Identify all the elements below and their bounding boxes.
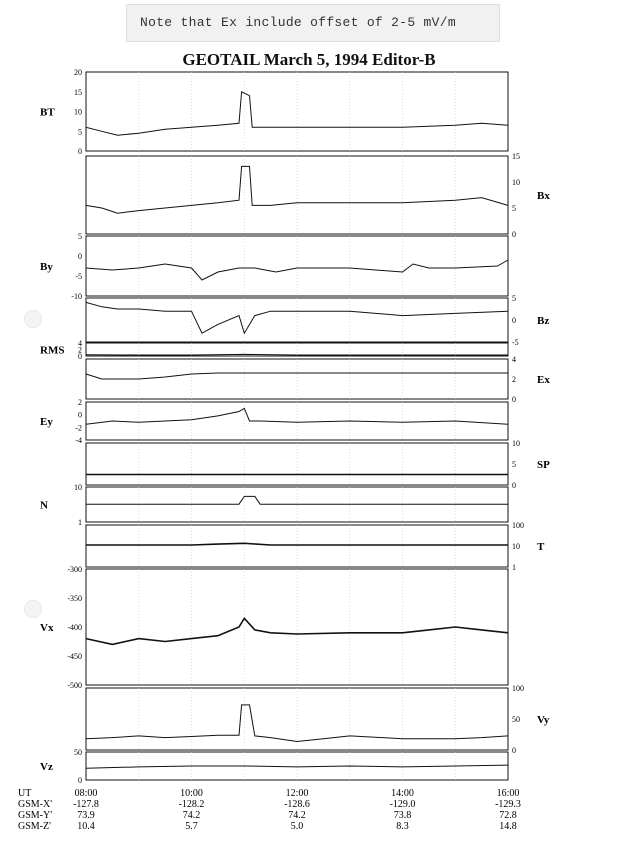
orbit-cell: -129.3 xyxy=(495,799,521,810)
panel-label-by: By xyxy=(40,261,53,273)
panel-label-bz: Bz xyxy=(537,315,550,327)
tick-label-vz: 50 xyxy=(74,748,82,757)
panel-label-vx: Vx xyxy=(40,622,54,634)
tick-label-by: -10 xyxy=(71,292,82,301)
panel-label-bt: BT xyxy=(40,106,55,119)
tick-label-bx: 5 xyxy=(512,204,516,213)
tick-label-t: 10 xyxy=(512,542,520,551)
tick-label-rms: 4 xyxy=(78,339,82,348)
panel-label-rms: RMS xyxy=(40,344,65,357)
orbit-cell: 74.2 xyxy=(182,810,201,821)
tick-label-ex: 2 xyxy=(512,375,516,384)
tick-label-bt: 20 xyxy=(74,68,82,77)
series-line-vx xyxy=(86,618,508,644)
tick-label-by: 5 xyxy=(78,232,82,241)
orbit-cell: -128.2 xyxy=(178,799,205,810)
tick-label-by: -5 xyxy=(75,272,82,281)
tick-label-bz: 5 xyxy=(512,294,516,303)
orbit-header-cell: 14:00 xyxy=(391,788,414,799)
orbit-header-cell: 12:00 xyxy=(285,788,309,799)
panel-label-n: N xyxy=(40,499,48,512)
panel-label-sp: SP xyxy=(537,459,550,471)
tick-label-bt: 10 xyxy=(74,107,82,117)
panel-label-bx: Bx xyxy=(537,190,550,202)
binder-hole-bottom xyxy=(24,600,42,618)
panel-label-ex: Ex xyxy=(537,374,550,386)
tick-label-bt: 15 xyxy=(74,87,82,97)
orbit-cell: 73.9 xyxy=(77,810,95,821)
tick-label-vy: 50 xyxy=(512,715,520,724)
series-line-bt xyxy=(86,92,508,135)
chart-title: GEOTAIL March 5, 1994 Editor-B xyxy=(182,50,436,69)
tick-label-vx: -300 xyxy=(67,565,82,574)
binder-hole-top xyxy=(24,310,42,328)
tick-label-by: 0 xyxy=(78,252,82,261)
tick-label-vx: -350 xyxy=(67,594,82,603)
tick-label-vy: 0 xyxy=(512,746,516,755)
orbit-cell: -128.6 xyxy=(284,799,310,810)
tick-label-vx: -450 xyxy=(67,652,82,661)
orbit-cell: 74.2 xyxy=(288,810,306,821)
tick-label-t: 100 xyxy=(512,521,524,530)
tick-label-rms: 2 xyxy=(78,345,82,355)
series-line-ey xyxy=(86,408,508,424)
tick-label-bz: -5 xyxy=(512,338,519,347)
tick-label-bx: 15 xyxy=(512,152,520,161)
series-line-rms xyxy=(86,354,508,355)
orbit-header-cell: 10:00 xyxy=(180,788,203,799)
tick-label-rms: 0 xyxy=(78,352,82,361)
orbit-header-cell: 08:00 xyxy=(74,788,98,799)
tick-label-bt: 0 xyxy=(78,147,82,156)
panel-label-ey: Ey xyxy=(40,416,53,428)
orbit-cell: 8.3 xyxy=(396,821,409,832)
tick-label-n: 10 xyxy=(74,483,82,492)
orbit-header-cell: 16:00 xyxy=(496,788,520,799)
tick-label-vx: -500 xyxy=(67,681,82,690)
tick-label-vx: -400 xyxy=(67,623,82,632)
orbit-cell: GSM-Y' xyxy=(18,810,53,821)
orbit-cell: GSM-Z' xyxy=(18,821,51,832)
orbit-cell: 10.4 xyxy=(77,821,95,832)
orbit-cell: -129.0 xyxy=(389,799,416,810)
orbit-cell: 73.8 xyxy=(393,810,412,821)
tick-label-bx: 10 xyxy=(512,178,520,187)
series-line-ex xyxy=(86,373,508,379)
orbit-cell: 72.8 xyxy=(499,810,517,821)
tick-label-sp: 10 xyxy=(512,439,520,448)
offset-note-text: Note that Ex include offset of 2-5 mV/m xyxy=(140,15,456,30)
orbit-header-cell: UT xyxy=(18,788,32,799)
tick-label-t: 1 xyxy=(512,563,516,572)
tick-label-ey: 2 xyxy=(78,398,82,407)
orbit-cell: GSM-X' xyxy=(18,799,53,810)
tick-label-ex: 0 xyxy=(512,395,516,404)
tick-label-bt: 5 xyxy=(78,127,82,137)
tick-label-ex: 4 xyxy=(512,355,516,364)
tick-label-n: 1 xyxy=(78,518,82,527)
orbit-cell: 5.7 xyxy=(185,821,198,832)
tick-label-bz: 0 xyxy=(512,316,516,325)
tick-label-ey: -4 xyxy=(75,436,82,445)
series-line-n xyxy=(86,496,508,504)
panel-label-t: T xyxy=(537,541,545,553)
tick-label-sp: 0 xyxy=(512,481,516,490)
orbit-cell: -127.8 xyxy=(73,799,99,810)
tick-label-vy: 100 xyxy=(512,684,524,693)
orbit-cell: 5.0 xyxy=(290,821,304,832)
tick-label-sp: 5 xyxy=(512,460,516,469)
tick-label-ey: -2 xyxy=(75,423,82,433)
tick-label-bx: 0 xyxy=(512,230,516,239)
tick-label-ey: 0 xyxy=(78,410,82,420)
panel-label-vz: Vz xyxy=(40,761,53,773)
orbit-cell: 14.8 xyxy=(499,821,517,832)
panel-label-vy: Vy xyxy=(537,714,550,726)
tick-label-vz: 0 xyxy=(78,776,82,785)
